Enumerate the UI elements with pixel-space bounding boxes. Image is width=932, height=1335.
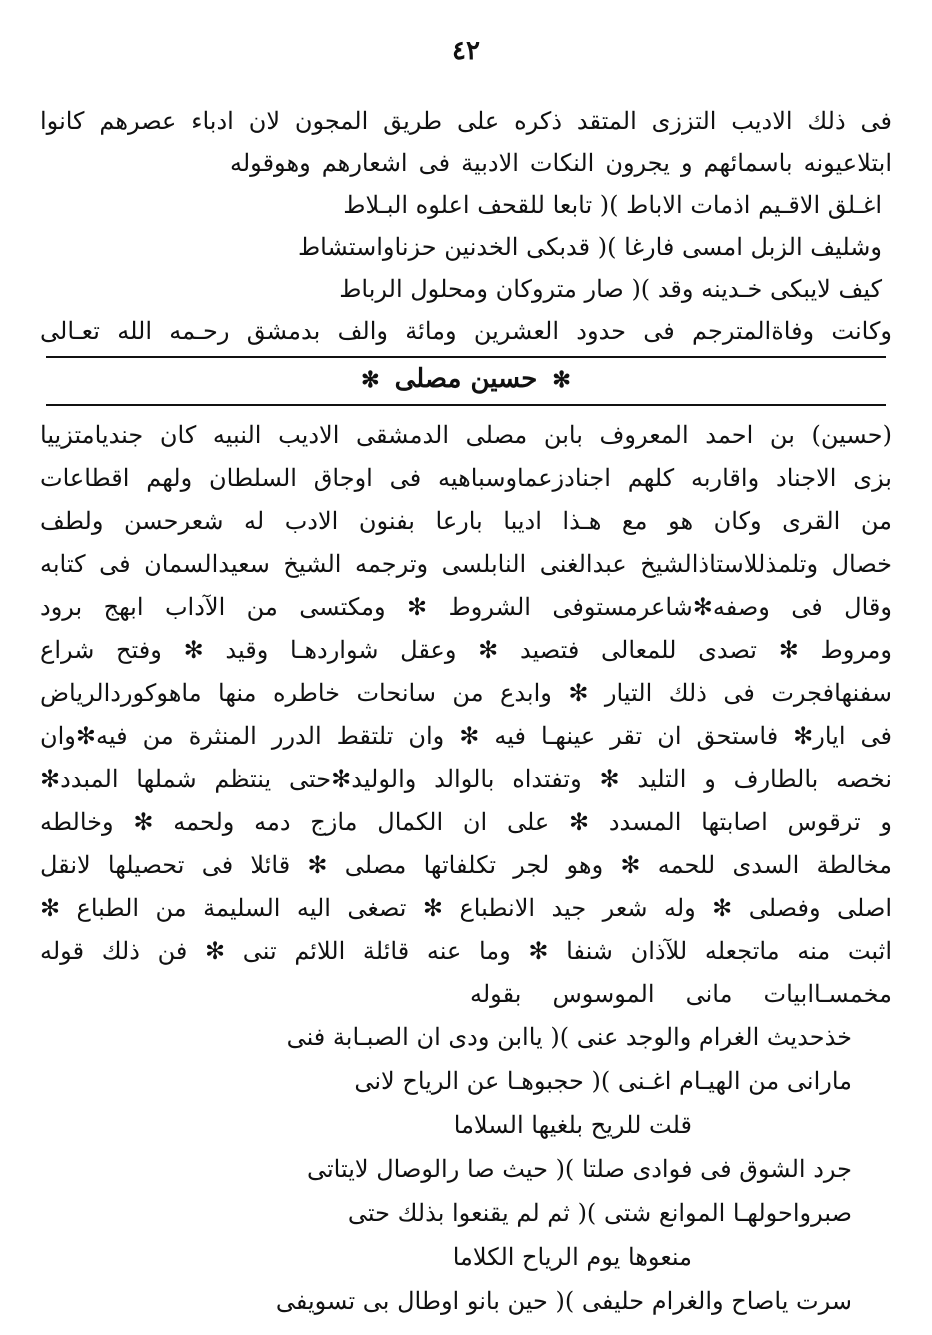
verse [354, 1064, 852, 1098]
book-page [30, 0, 902, 1335]
page-number: ٤٢ [452, 36, 480, 66]
text-line: مخالطة السدى للحمه ✻ وهو لجر تكلفاتها مصلى ✻ قائلا فى تحصيلها لانقل [40, 851, 892, 879]
verse-first-hemistich: مارانى من الهيـام اغـنى [617, 1067, 852, 1095]
verse-first-hemistich: خذحديث الغرام والوجد عنى [576, 1023, 852, 1051]
text-line: ابتلاعيونه باسمائهم و يجرون النكات الادبية فى اشعارهم وهوقوله [230, 149, 892, 177]
section-title [30, 364, 902, 394]
text-line: وكانت وفاةالمترجم فى حدود العشرين ومائة والف بدمشق رحـمه الله تعـالى [40, 317, 892, 345]
text-line: اثبت منه ماتجعله للآذان شنفا ✻ وما عنه قائلة اللائم تنى ✻ فن ذلك قوله [40, 937, 892, 965]
verse-separator: )( [599, 191, 619, 219]
horizontal-rule [46, 404, 886, 406]
verse [343, 188, 882, 222]
text-line: سفنهافجرت فى ذلك التيار ✻ وابدع من سانحات خاطره منها ماهوكوردالرياض [40, 679, 892, 707]
verse-first-hemistich: كيف لايبكى خـدينه وقد [657, 275, 882, 303]
poem-line: قلت للريح بلغيها السلاما [453, 1111, 692, 1139]
verse [276, 1284, 852, 1318]
verse-separator: )( [577, 1199, 597, 1227]
text-line: من القرى وكان هو مع هـذا اديبا بارعا بفنون الادب له شعرحسن ولطف [40, 507, 892, 535]
verse-second-hemistich: حين بانو اوطال بى تسويفى [275, 1287, 548, 1315]
verse [348, 1196, 852, 1230]
verse-second-hemistich: قدبكى الخدنين حزناواستشاط [297, 233, 591, 261]
verse-second-hemistich: ياابن ودى ان الصبـابة فنى [286, 1023, 543, 1051]
verse-first-hemistich: اغـلق الاقـيم اذمات الاباط [626, 191, 882, 219]
text-line: (حسين) بن احمد المعروف بابن مصلى الدمشقى الاديب النبيه كان جنديامتزييا [40, 421, 892, 449]
verse-first-hemistich: صبرواحولهـا الموانع شتى [603, 1199, 852, 1227]
verse-second-hemistich: تابعا للقحف اعلوه البـلاط [343, 191, 593, 219]
text-line: اصلى وفصلى ✻ وله شعر جيد الانطباع ✻ تصغى اليه السليمة من الطباع ✻ [40, 894, 892, 922]
verse-separator: )( [550, 1023, 570, 1051]
text-line: فى ذلك الاديب التززى المتقد ذكره على طريق المجون لان ادباء عصرهم كانوا [40, 107, 892, 135]
verse-first-hemistich: سرت ياصاح والغرام حليفى [581, 1287, 852, 1315]
verse [339, 272, 882, 306]
text-line: وقال فى وصفه✻شاعرمستوفى الشروط ✻ ومكتسى من الآداب ابهج برود [40, 593, 892, 621]
verse-second-hemistich: حيث صا رالوصال لايتاتى [306, 1155, 548, 1183]
verse-second-hemistich: صار متروكان ومحلول الرباط [339, 275, 624, 303]
text-line: فى ايار✻ فاستحق ان تقر عينهـا فيه ✻ وان تلتقط الدرر المنثرة من فيه✻وان [40, 722, 892, 750]
verse [298, 230, 882, 264]
verse-separator: )( [555, 1287, 575, 1315]
ornament-icon: ✻ [361, 367, 380, 393]
text-line: و ترقوس اصابتها المسدد ✻ على ان الكمال مازج دمه ولحمه ✻ وخالطه [40, 808, 892, 836]
verse [287, 1020, 852, 1054]
verse-second-hemistich: ثم لم يقنعوا بذلك حتى [347, 1199, 570, 1227]
poem-line: منعوها يوم الرياح الكلاما [452, 1243, 692, 1271]
verse-first-hemistich: جرد الشوق فى فوادى صلتا [581, 1155, 852, 1183]
verse-separator: )( [591, 1067, 611, 1095]
horizontal-rule [46, 356, 886, 358]
verse-separator: )( [631, 275, 651, 303]
verse-second-hemistich: حجبوهـا عن الرياح لانى [354, 1067, 584, 1095]
text-line: ومروط ✻ تصدى للمعالى فتصيد ✻ وعقل شواردهـا وقيد ✻ وفتح شراع [40, 636, 892, 664]
text-line: نخصه بالطارف و التليد ✻ وتفتداه بالوالد والوليد✻حتى ينتظم شملها المبدد✻ [40, 765, 892, 793]
verse-separator: )( [555, 1155, 575, 1183]
text-line: بزى الاجناد واقاربه كلهم اجنادزعماوسباهيه فى اوجاق السلطان ولهم اقطاعات [40, 464, 892, 492]
verse-first-hemistich: وشليف الزبل امسى فارغا [624, 233, 882, 261]
verse [307, 1152, 852, 1186]
section-title-text: حسين مصلى [394, 364, 538, 394]
verse-separator: )( [597, 233, 617, 261]
ornament-icon: ✻ [552, 367, 571, 393]
text-line: خصال وتلمذللاستاذالشيخ عبدالغنى النابلسى وترجمه الشيخ سعيدالسمان فى كتابه [40, 550, 892, 578]
text-line: مخمسـاابيات مانى الموسوس بقوله [470, 980, 892, 1008]
